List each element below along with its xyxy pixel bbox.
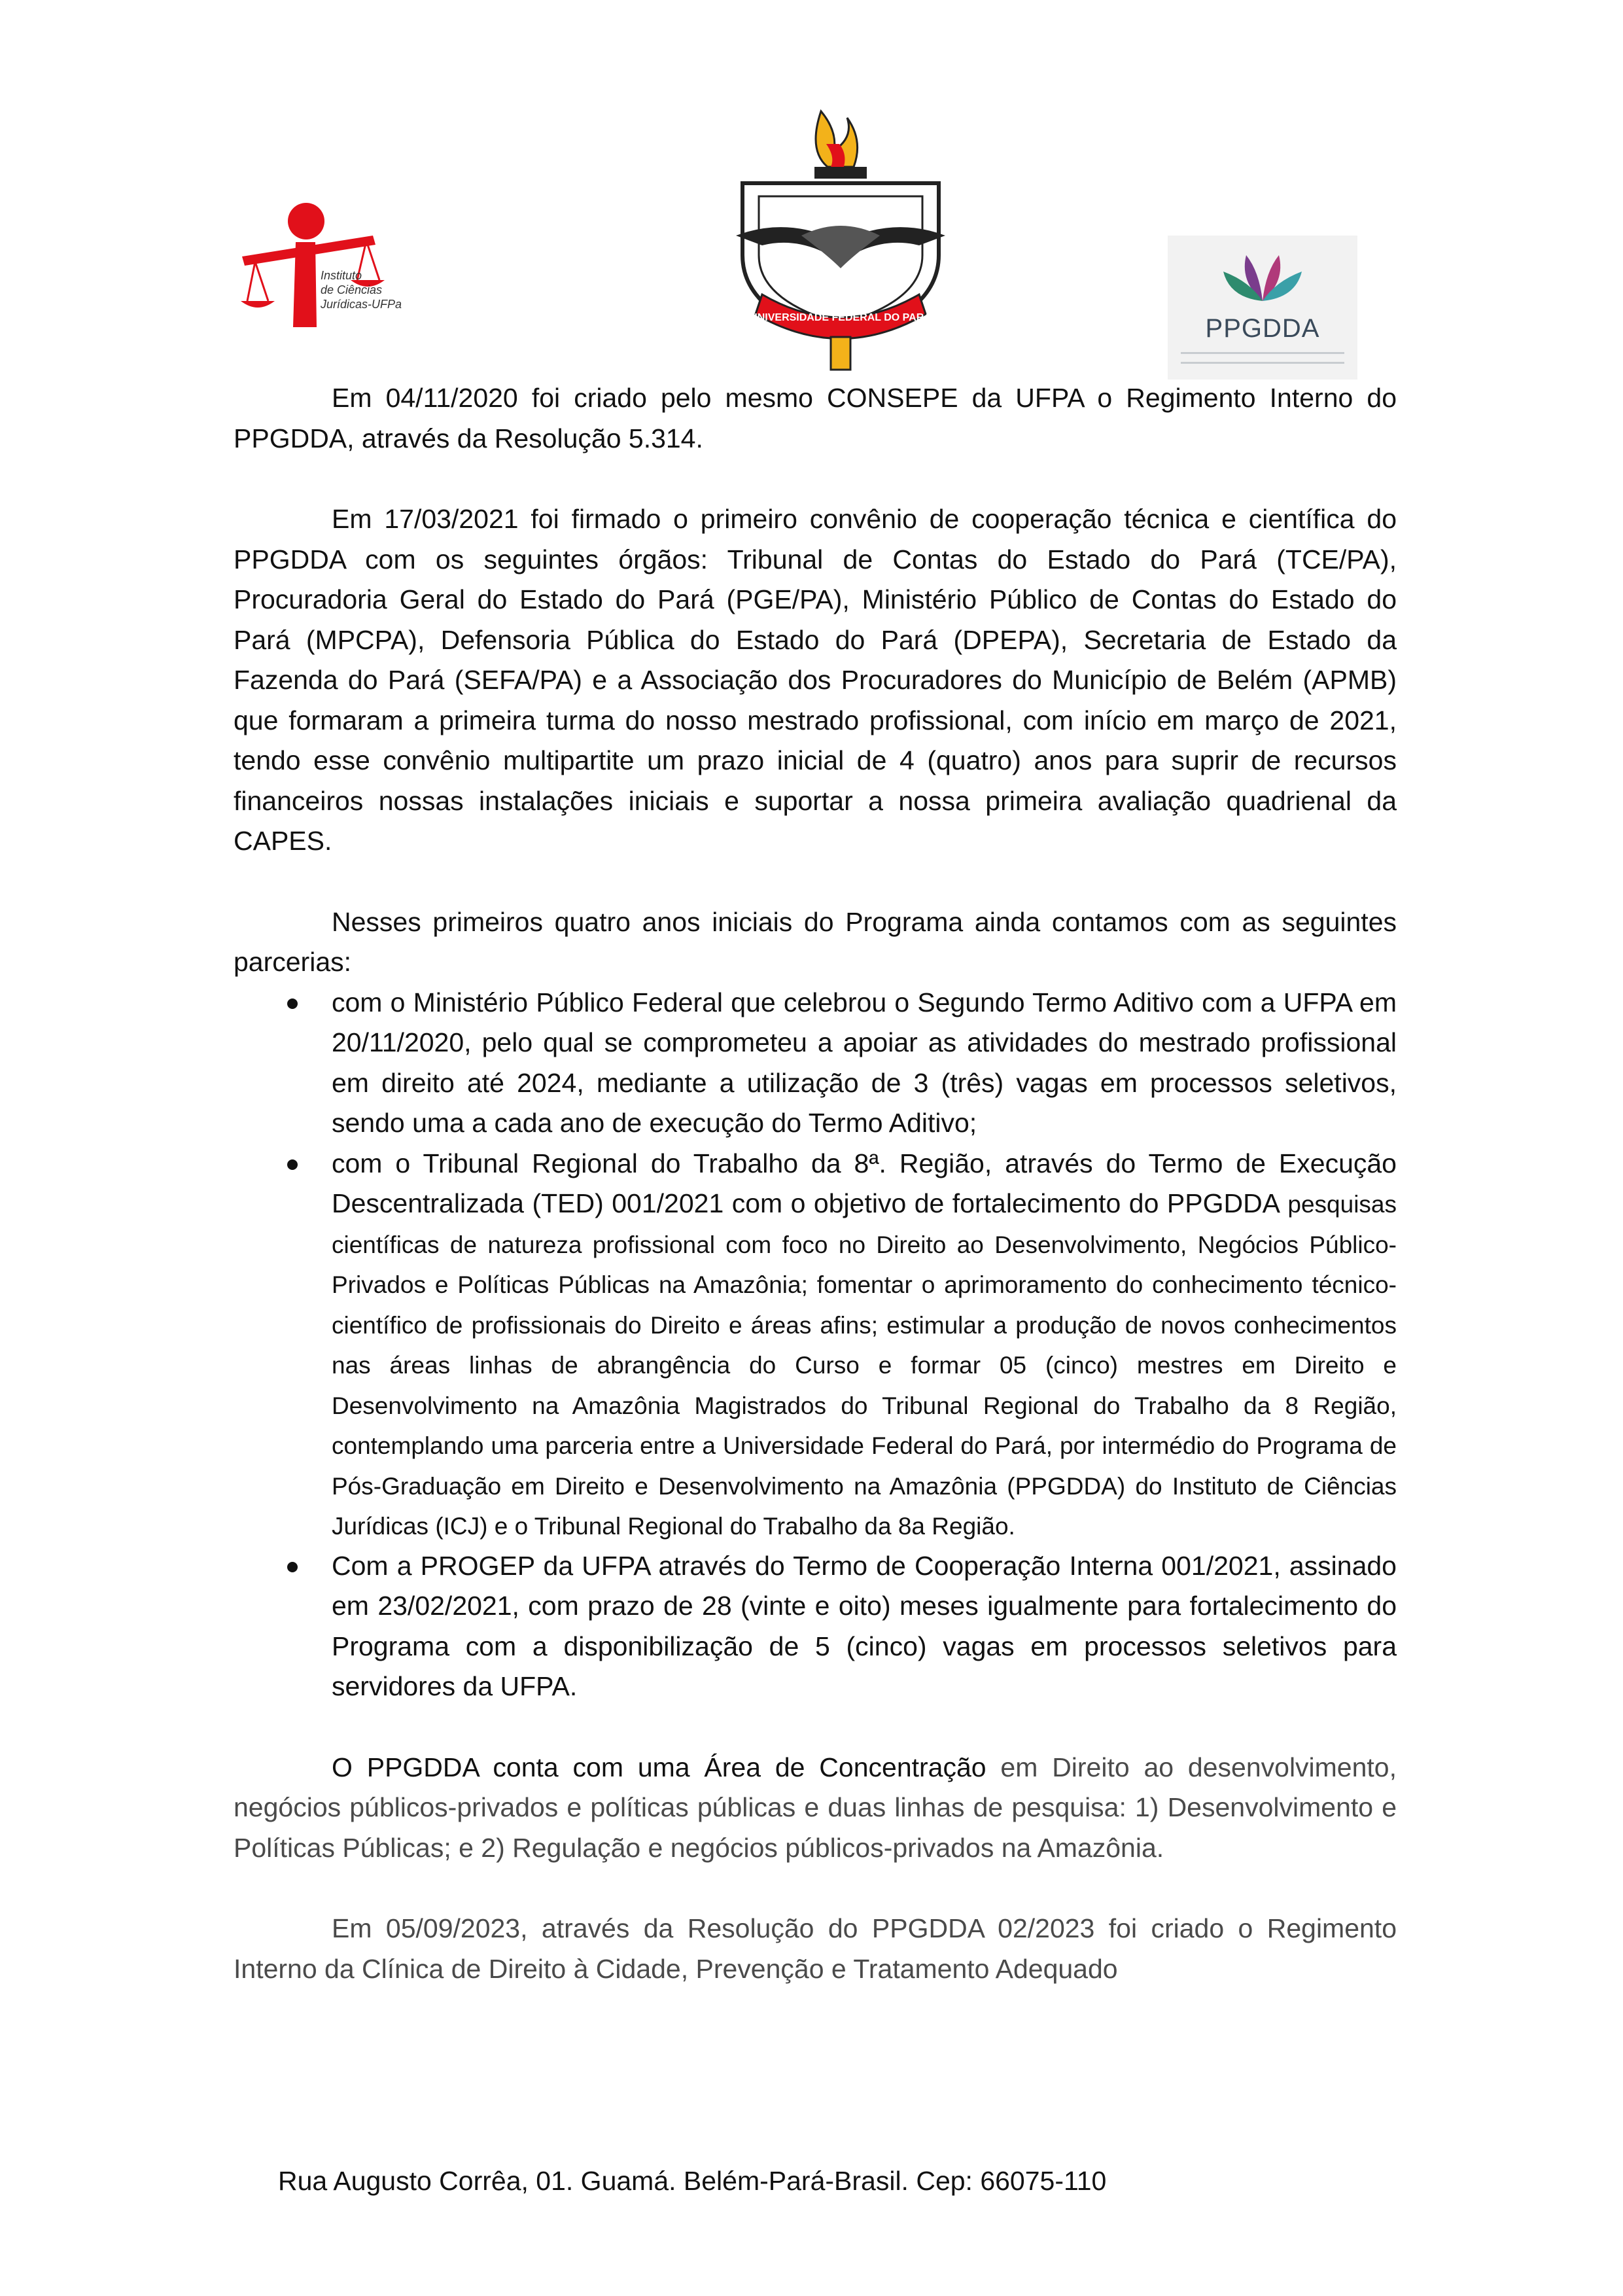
bullet-icon — [287, 1562, 298, 1572]
ppgdda-logo-text: PPGDDA — [1205, 314, 1320, 343]
ufpa-seal-icon — [723, 105, 958, 373]
bullet-icon — [287, 1159, 298, 1170]
list-item: Com a PROGEP da UFPA através do Termo de Cooperação Interna 001/2021, assinado em 23/02/2021, com prazo de 28 (vinte e oito) meses igualmente para fortalecimento do Programa com a disponibilização de 5 (cinco) vagas em processos seletivos para servidores da UFPA. — [234, 1546, 1397, 1707]
list-item: com o Tribunal Regional do Trabalho da 8ª. Região, através do Termo de Execução Descentralizada (TED) 001/2021 com o objetivo de fortalecimento do PPGDDA pesquisas científicas de natureza profissional com foco no Direito ao Desenvolvimento, Negócios Público- Privados e Políticas Públicas na Amazônia; fomentar o aprimoramento do conhecimento técnico-científico de profissionais do Direito e áreas afins; estimular a produção de novos conhecimentos nas áreas linhas de abrangência do Curso e formar 05 (cinco) mestres em Direito e Desenvolvimento na Amazônia Magistrados do Tribunal Regional do Trabalho da 8 Região, contemplando uma parceria entre a Universidade Federal do Pará, por intermédio do Programa de Pós-Graduação em Direito e Desenvolvimento na Amazônia (PPGDDA) do Instituto de Ciências Jurídicas (ICJ) e o Tribunal Regional do Trabalho da 8a Região. — [234, 1144, 1397, 1546]
icj-logo — [236, 196, 432, 340]
document-body — [234, 378, 1397, 1989]
icj-logo-text: Instituto de Ciências Jurídicas-UFPa — [321, 269, 402, 311]
paragraph-parcerias: Nesses primeiros quatro anos iniciais do Programa ainda contamos com as seguintes parcerias: — [234, 906, 1397, 977]
paragraph-regimento: Em 04/11/2020 foi criado pelo mesmo CONSEPE da UFPA o Regimento Interno do PPGDDA, através da Resolução 5.314. — [234, 383, 1397, 453]
footer-address: Rua Augusto Corrêa, 01. Guamá. Belém-Pará-Brasil. Cep: 66075-110 — [278, 2166, 1107, 2196]
ufpa-seal — [723, 105, 958, 373]
ppgdda-logo-subtitle — [1181, 352, 1344, 364]
paragraph-area-concentracao: O PPGDDA conta com uma Área de Concentração em Direito ao desenvolvimento, negócios públicos-privados e políticas públicas e duas linhas de pesquisa: 1) Desenvolvimento e Políticas Públicas; e 2) Regulação e negócios públicos-privados na Amazônia. — [234, 1752, 1397, 1863]
ufpa-seal-text: UNIVERSIDADE FEDERAL DO PARÁ — [750, 312, 932, 323]
ppgdda-logo — [1168, 236, 1357, 380]
lotus-icon — [1168, 236, 1357, 314]
paragraph-clinica: Em 05/09/2023, através da Resolução do PPGDDA 02/2023 foi criado o Regimento Interno da Clínica de Direito à Cidade, Prevenção e Tratamento Adequado — [234, 1913, 1397, 1984]
bullet-icon — [287, 998, 298, 1009]
parcerias-list — [234, 983, 1397, 1707]
list-item: com o Ministério Público Federal que celebrou o Segundo Termo Aditivo com a UFPA em 20/11/2020, pelo qual se comprometeu a apoiar as atividades do mestrado profissional em direito até 2024, mediante a utilização de 3 (três) vagas em processos seletivos, sendo uma a cada ano de execução do Termo Aditivo; — [234, 983, 1397, 1144]
paragraph-convenio: Em 17/03/2021 foi firmado o primeiro convênio de cooperação técnica e científica do PPGDDA com os seguintes órgãos: Tribunal de Contas do Estado do Pará (TCE/PA), Procuradoria Geral do Estado do Pará (PGE/PA), Ministério Público de Contas do Estado do Pará (MPCPA), Defensoria Pública do Estado do Pará (DPEPA), Secretaria de Estado da Fazenda do Pará (SEFA/PA) e a Associação dos Procuradores do Município de Belém (APMB) que formaram a primeira turma do nosso mestrado profissional, com início em março de 2021, tendo esse convênio multipartite um prazo inicial de 4 (quatro) anos para suprir de recursos financeiros nossas instalações iniciais e suportar a nossa primeira avaliação quadrienal da CAPES. — [234, 504, 1397, 856]
